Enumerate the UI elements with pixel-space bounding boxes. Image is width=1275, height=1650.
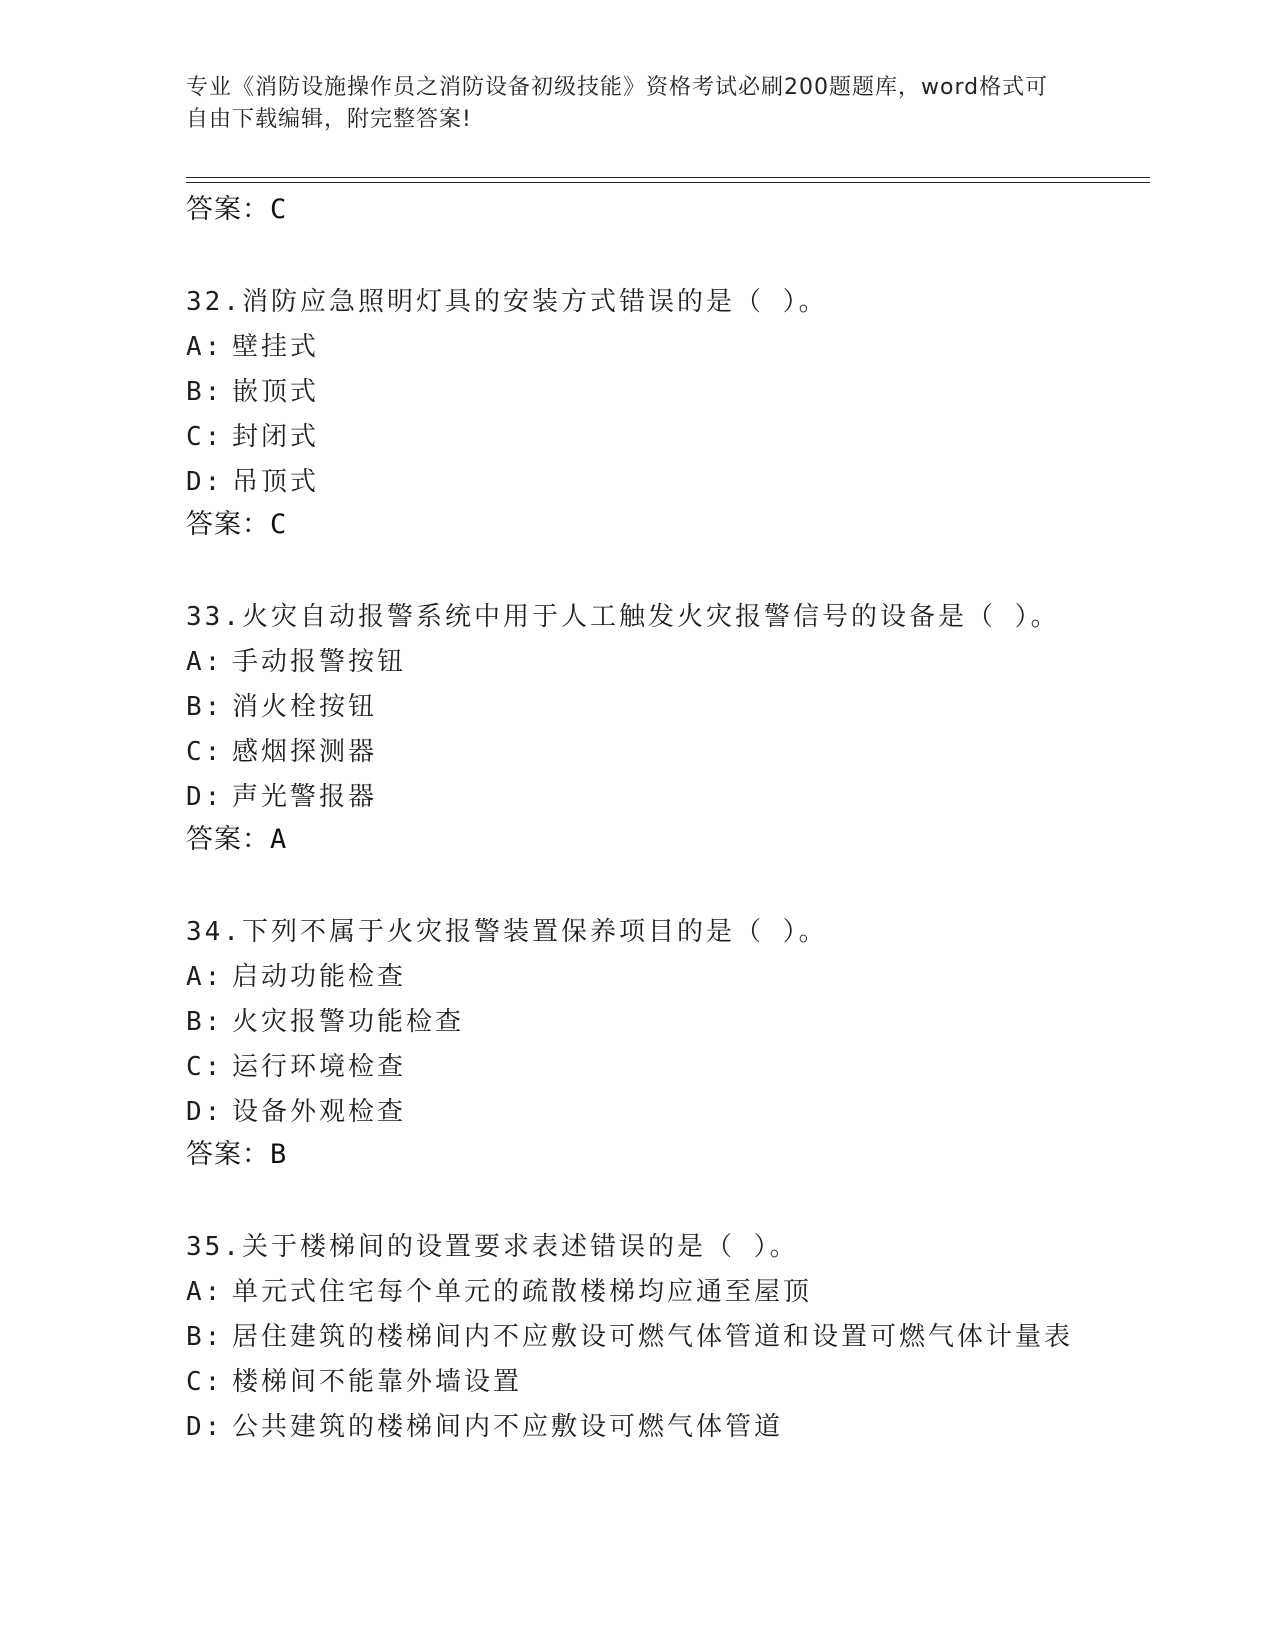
option-text: 单元式住宅每个单元的疏散楼梯均应通至屋顶 (232, 1277, 813, 1307)
option-text: 居住建筑的楼梯间内不应敷设可燃气体管道和设置可燃气体计量表 (232, 1322, 1074, 1352)
option-text: 火灾报警功能检查 (232, 1007, 465, 1037)
option-letter: A: (186, 962, 224, 992)
option-d (186, 775, 1186, 820)
question-list (186, 190, 1186, 1450)
option-b (186, 1000, 1186, 1045)
header-rule-top (186, 177, 1150, 178)
option-text: 消火栓按钮 (232, 692, 378, 722)
answer-label: 答案： (186, 1139, 270, 1170)
question-34 (186, 910, 1186, 1175)
option-a (186, 325, 1186, 370)
option-letter: D: (186, 1097, 224, 1127)
option-letter: C: (186, 1367, 224, 1397)
question-title: 35.关于楼梯间的设置要求表述错误的是（ ）。 (186, 1232, 799, 1262)
option-b (186, 370, 1186, 415)
header-rule-bottom (186, 182, 1150, 183)
option-text: 楼梯间不能靠外墙设置 (232, 1367, 523, 1397)
option-letter: D: (186, 782, 224, 812)
option-text: 嵌顶式 (232, 377, 320, 407)
question-title: 33.火灾自动报警系统中用于人工触发火灾报警信号的设备是（ ）。 (186, 602, 1060, 632)
answer-value: A (270, 824, 288, 855)
option-text: 手动报警按钮 (232, 647, 407, 677)
option-text: 运行环境检查 (232, 1052, 407, 1082)
answer-value: C (270, 509, 288, 540)
option-letter: A: (186, 332, 224, 362)
option-letter: D: (186, 467, 224, 497)
option-b (186, 1315, 1186, 1360)
question-32 (186, 280, 1186, 545)
option-letter: B: (186, 692, 224, 722)
option-letter: B: (186, 377, 224, 407)
answer-label: 答案： (186, 824, 270, 855)
answer-line (186, 190, 1186, 230)
answer-value: B (270, 1139, 288, 1170)
option-text: 启动功能检查 (232, 962, 407, 992)
option-c (186, 730, 1186, 775)
option-text: 设备外观检查 (232, 1097, 407, 1127)
answer-line (186, 820, 1186, 860)
question-title: 34.下列不属于火灾报警装置保养项目的是（ ）。 (186, 917, 828, 947)
question-title: 32.消防应急照明灯具的安装方式错误的是（ ）。 (186, 287, 828, 317)
option-letter: B: (186, 1322, 224, 1352)
option-d (186, 1090, 1186, 1135)
option-text: 壁挂式 (232, 332, 320, 362)
option-b (186, 685, 1186, 730)
option-text: 感烟探测器 (232, 737, 378, 767)
option-letter: C: (186, 1052, 224, 1082)
option-d (186, 1405, 1186, 1450)
option-a (186, 1270, 1186, 1315)
option-letter: C: (186, 422, 224, 452)
page-header: 专业《消防设施操作员之消防设备初级技能》资格考试必刷200题题库，word格式可自由下载编辑，附完整答案! (186, 75, 1049, 132)
option-text: 吊顶式 (232, 467, 320, 497)
option-letter: A: (186, 647, 224, 677)
question-33 (186, 595, 1186, 860)
answer-line (186, 1135, 1186, 1175)
option-d (186, 460, 1186, 505)
answer-label: 答案： (186, 194, 270, 225)
option-c (186, 1360, 1186, 1405)
option-a (186, 640, 1186, 685)
option-letter: D: (186, 1412, 224, 1442)
question-35 (186, 1225, 1186, 1450)
option-text: 封闭式 (232, 422, 320, 452)
option-letter: B: (186, 1007, 224, 1037)
option-letter: A: (186, 1277, 224, 1307)
option-a (186, 955, 1186, 1000)
option-letter: C: (186, 737, 224, 767)
option-c (186, 1045, 1186, 1090)
option-text: 公共建筑的楼梯间内不应敷设可燃气体管道 (232, 1412, 784, 1442)
answer-line (186, 505, 1186, 545)
answer-label: 答案： (186, 509, 270, 540)
option-text: 声光警报器 (232, 782, 378, 812)
option-c (186, 415, 1186, 460)
answer-value: C (270, 194, 288, 225)
